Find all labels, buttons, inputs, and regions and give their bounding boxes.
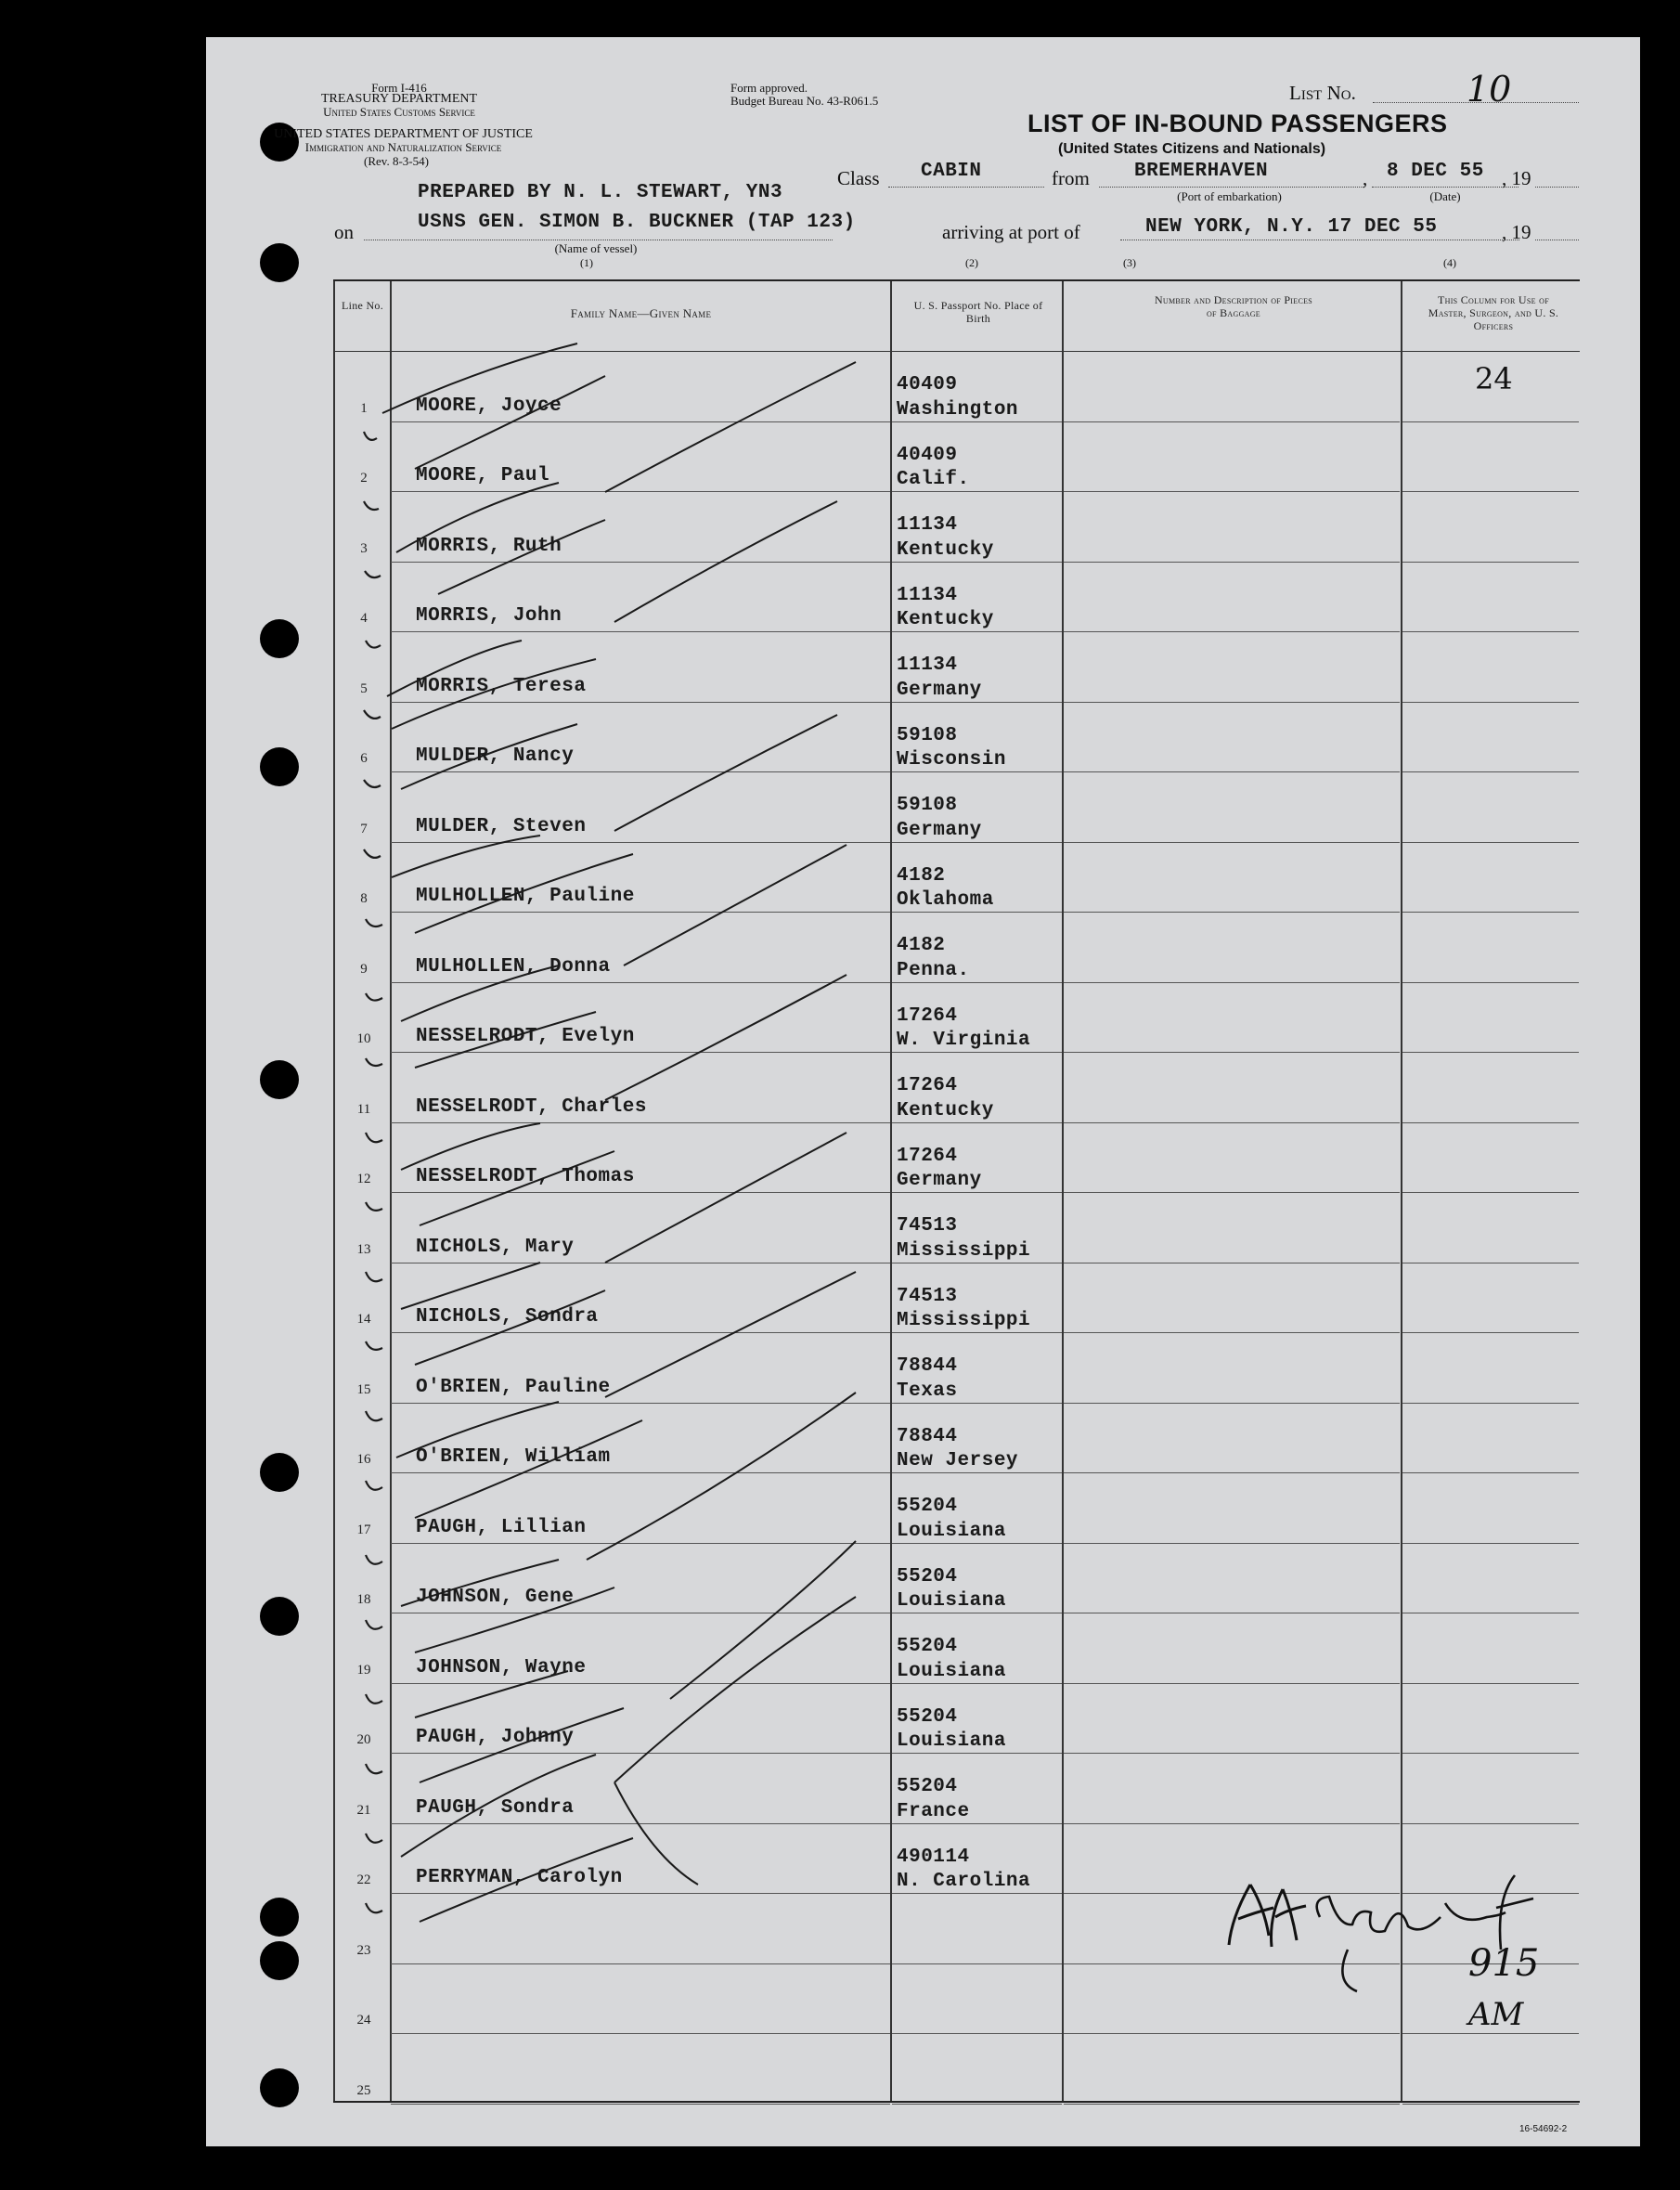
passport-number: 490114 xyxy=(897,1846,970,1868)
page-title: LIST OF IN-BOUND PASSENGERS xyxy=(1027,110,1448,137)
table-row xyxy=(333,983,1580,1054)
line-number: 3 xyxy=(360,540,368,556)
line-number: 19 xyxy=(356,1662,371,1678)
header-line-no: Line No. xyxy=(341,299,384,312)
from-label: from xyxy=(1052,167,1090,189)
col-number-2: (2) xyxy=(965,256,978,269)
place-of-birth: Louisiana xyxy=(897,1520,1006,1542)
justice-dept: UNITED STATES DEPARTMENT OF JUSTICE xyxy=(274,127,533,141)
budget-bureau: Budget Bureau No. 43-R061.5 xyxy=(730,94,879,108)
passenger-name: NESSELRODT, Charles xyxy=(416,1095,647,1118)
place-of-birth: Wisconsin xyxy=(897,749,1006,771)
year-19-b: , 19 xyxy=(1502,221,1531,243)
place-of-birth: N. Carolina xyxy=(897,1871,1031,1892)
table-row xyxy=(333,563,1580,633)
form-number: Form I-416 xyxy=(371,81,427,95)
line-number: 6 xyxy=(360,751,368,766)
place-of-birth: Louisiana xyxy=(897,1730,1006,1752)
passport-number: 59108 xyxy=(897,795,958,816)
print-code: 16-54692-2 xyxy=(1519,2124,1568,2134)
passport-number: 55204 xyxy=(897,1776,958,1797)
punch-hole xyxy=(260,1453,299,1492)
line-number: 14 xyxy=(356,1312,371,1327)
table-row xyxy=(333,632,1580,703)
port-caption: (Port of embarkation) xyxy=(1177,189,1282,203)
customs-service: United States Customs Service xyxy=(323,105,475,119)
embark-date: 8 DEC 55 xyxy=(1387,161,1484,182)
line-number: 2 xyxy=(360,471,368,486)
punch-hole xyxy=(260,619,299,658)
header-name: Family Name—Given Name xyxy=(570,306,712,320)
place-of-birth: Louisiana xyxy=(897,1590,1006,1612)
class-value: CABIN xyxy=(921,161,982,182)
table-row xyxy=(333,352,1580,422)
table-row xyxy=(333,913,1580,983)
line-number: 25 xyxy=(356,2082,371,2098)
table-row xyxy=(333,1123,1580,1194)
punch-hole xyxy=(260,747,299,786)
passport-number: 78844 xyxy=(897,1425,958,1447)
place-of-birth: Germany xyxy=(897,1170,982,1191)
port-of-embarkation: BREMERHAVEN xyxy=(1134,161,1269,182)
passenger-name: JOHNSON, Wayne xyxy=(416,1656,587,1678)
passenger-name: NICHOLS, Mary xyxy=(416,1236,575,1258)
line-number: 7 xyxy=(360,821,368,836)
passenger-name: NICHOLS, Sondra xyxy=(416,1306,599,1328)
revision-date: (Rev. 8-3-54) xyxy=(364,154,429,168)
inspection-ampm: AM xyxy=(1468,1996,1524,2033)
header-officers: This Column for Use of Master, Surgeon, and U. S. Officers xyxy=(1428,293,1559,332)
table-row xyxy=(333,422,1580,493)
table-row xyxy=(333,492,1580,563)
passport-number: 11134 xyxy=(897,514,958,536)
place-of-birth: Germany xyxy=(897,679,982,701)
line-number: 15 xyxy=(356,1381,371,1397)
passport-number: 40409 xyxy=(897,374,958,395)
table-row xyxy=(333,1404,1580,1474)
prepared-by: PREPARED BY N. L. STEWART, YN3 xyxy=(418,182,783,203)
place-of-birth: New Jersey xyxy=(897,1450,1019,1471)
table-row xyxy=(333,843,1580,914)
passenger-name: MORRIS, John xyxy=(416,605,562,627)
treasury-dept: TREASURY DEPARTMENT xyxy=(320,92,478,106)
passenger-name: NESSELRODT, Evelyn xyxy=(416,1026,635,1047)
list-no-value: 10 xyxy=(1467,69,1512,110)
line-number: 21 xyxy=(356,1802,371,1818)
date-caption: (Date) xyxy=(1429,189,1461,203)
passport-number: 74513 xyxy=(897,1285,958,1307)
table-row xyxy=(333,1613,1580,1684)
line-number: 24 xyxy=(356,2013,371,2028)
line-number: 22 xyxy=(356,1873,371,1887)
table-row xyxy=(333,1333,1580,1404)
passenger-name: MORRIS, Ruth xyxy=(416,535,562,557)
line-number: 11 xyxy=(356,1101,371,1117)
line-number: 18 xyxy=(356,1592,371,1607)
line-number: 1 xyxy=(360,400,368,416)
passenger-name: PAUGH, Lillian xyxy=(416,1516,587,1538)
line-number: 10 xyxy=(356,1031,371,1046)
on-label: on xyxy=(334,221,354,243)
line-number: 17 xyxy=(356,1522,371,1537)
passport-number: 59108 xyxy=(897,724,958,746)
passport-number: 55204 xyxy=(897,1565,958,1587)
place-of-birth: Kentucky xyxy=(897,538,994,561)
place-of-birth: Calif. xyxy=(897,469,970,490)
passenger-name: PAUGH, Johnny xyxy=(416,1727,575,1748)
place-of-birth: Penna. xyxy=(897,959,970,981)
passenger-name: PERRYMAN, Carolyn xyxy=(416,1867,623,1888)
place-of-birth: Mississippi xyxy=(897,1239,1031,1262)
passenger-name: MOORE, Paul xyxy=(416,465,550,486)
vessel-name: USNS GEN. SIMON B. BUCKNER (TAP 123) xyxy=(418,212,856,233)
place-of-birth: Washington xyxy=(897,398,1019,421)
line-number: 12 xyxy=(356,1172,371,1186)
list-no-label: List No. xyxy=(1289,82,1356,104)
page-subtitle: (United States Citizens and Nationals) xyxy=(1058,141,1326,157)
table-row xyxy=(333,1544,1580,1614)
passport-number: 17264 xyxy=(897,1075,958,1096)
passenger-name: MULDER, Nancy xyxy=(416,745,575,767)
passport-number: 55204 xyxy=(897,1496,958,1517)
passenger-name: MOORE, Joyce xyxy=(416,395,562,417)
table-row xyxy=(333,1193,1580,1263)
passenger-name: MULHOLLEN, Donna xyxy=(416,955,611,978)
col-number-3: (3) xyxy=(1123,256,1136,269)
passport-number: 78844 xyxy=(897,1355,958,1377)
place-of-birth: Mississippi xyxy=(897,1310,1031,1331)
table-row xyxy=(333,1053,1580,1123)
line-number: 5 xyxy=(360,680,368,696)
table-row xyxy=(333,703,1580,773)
officer-note: 24 xyxy=(1475,361,1513,396)
place-of-birth: Kentucky xyxy=(897,1099,994,1121)
line-number: 16 xyxy=(356,1452,371,1467)
table-row xyxy=(333,1473,1580,1544)
table-row xyxy=(333,1754,1580,1824)
passenger-name: PAUGH, Sondra xyxy=(416,1796,575,1819)
passport-number: 17264 xyxy=(897,1145,958,1167)
passport-number: 11134 xyxy=(897,584,958,606)
place-of-birth: Germany xyxy=(897,819,982,841)
place-of-birth: W. Virginia xyxy=(897,1030,1031,1051)
arriving-label: arriving at port of xyxy=(942,221,1080,243)
place-of-birth: Louisiana xyxy=(897,1660,1006,1682)
col-number-4: (4) xyxy=(1443,256,1456,269)
col-number-1: (1) xyxy=(580,256,593,269)
passenger-name: O'BRIEN, Pauline xyxy=(416,1376,611,1398)
ins-service: Immigration and Naturalization Service xyxy=(304,140,502,154)
passenger-name: JOHNSON, Gene xyxy=(416,1587,575,1608)
header-passport: U. S. Passport No. Place of Birth xyxy=(913,299,1043,325)
table-row xyxy=(333,1263,1580,1334)
passport-number: 55204 xyxy=(897,1636,958,1657)
line-number: 9 xyxy=(360,961,368,977)
passenger-name: MULHOLLEN, Pauline xyxy=(416,886,635,907)
passport-number: 40409 xyxy=(897,444,958,466)
year-19: , 19 xyxy=(1502,167,1531,189)
punch-hole xyxy=(260,1060,299,1099)
passport-number: 4182 xyxy=(897,864,946,887)
punch-hole xyxy=(260,1941,299,1980)
passenger-name: MULDER, Steven xyxy=(416,815,587,837)
passenger-name: O'BRIEN, William xyxy=(416,1446,611,1468)
passport-number: 17264 xyxy=(897,1004,958,1027)
punch-hole xyxy=(260,243,299,282)
passport-number: 11134 xyxy=(897,654,958,676)
place-of-birth: France xyxy=(897,1800,970,1822)
class-label: Class xyxy=(837,167,880,189)
table-row xyxy=(333,1684,1580,1755)
line-number: 4 xyxy=(360,611,368,626)
table-row xyxy=(333,772,1580,843)
passenger-name: NESSELRODT, Thomas xyxy=(416,1166,635,1187)
place-of-birth: Kentucky xyxy=(897,609,994,630)
arrival-port-date: NEW YORK, N.Y. 17 DEC 55 xyxy=(1145,216,1438,238)
inspection-time: 915 xyxy=(1468,1942,1540,1985)
punch-hole xyxy=(260,2068,299,2107)
form-approved: Form approved. xyxy=(730,81,808,95)
passenger-table xyxy=(333,279,1580,2103)
line-number: 8 xyxy=(360,891,368,906)
passport-number: 55204 xyxy=(897,1705,958,1728)
comma: , xyxy=(1363,167,1368,189)
passenger-name: MORRIS, Teresa xyxy=(416,675,587,697)
punch-hole xyxy=(260,1597,299,1636)
passport-number: 74513 xyxy=(897,1215,958,1237)
line-number: 13 xyxy=(356,1241,371,1257)
line-number: 20 xyxy=(356,1732,371,1747)
line-number: 23 xyxy=(356,1942,371,1958)
vessel-caption: (Name of vessel) xyxy=(554,241,638,255)
place-of-birth: Oklahoma xyxy=(897,889,994,911)
header-baggage: Number and Description of Pieces of Baggage xyxy=(1154,293,1313,319)
passport-number: 4182 xyxy=(897,935,946,956)
form-page xyxy=(206,37,1640,2146)
place-of-birth: Texas xyxy=(897,1380,958,1402)
punch-hole xyxy=(260,1898,299,1937)
